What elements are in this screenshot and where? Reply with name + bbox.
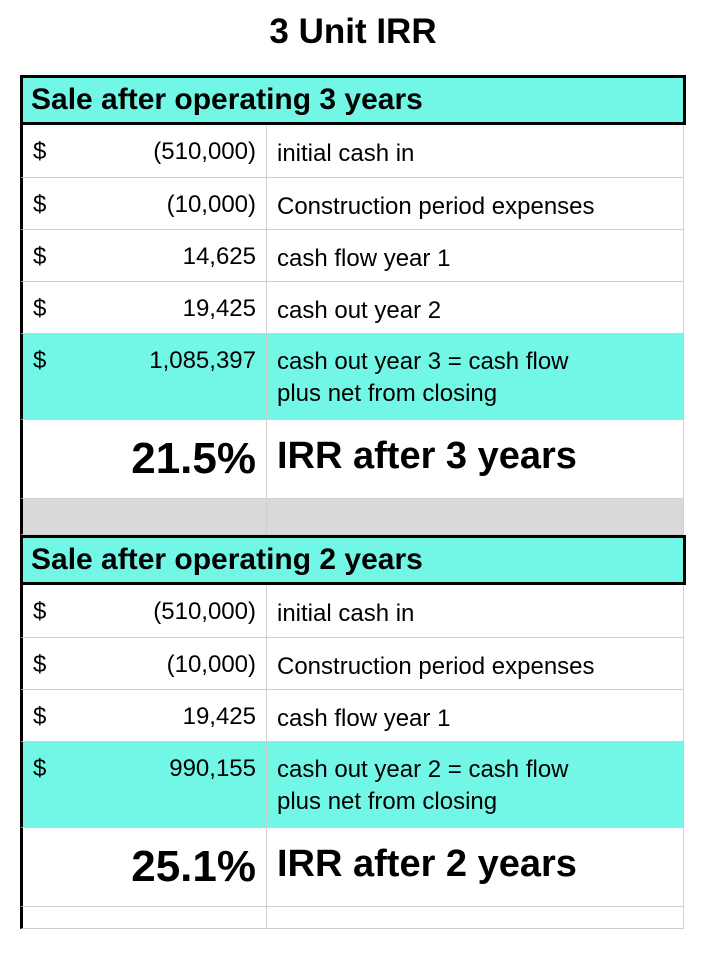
irr-value-cell[interactable] (23, 828, 267, 906)
irr-spreadsheet (20, 75, 684, 929)
description-text (277, 334, 683, 410)
empty-cell[interactable] (267, 499, 683, 534)
section-header-2-years: Sale after operating 2 years (20, 535, 686, 585)
description-line-1: cash out year 3 = cash flow (277, 348, 569, 375)
currency-symbol: $ (33, 703, 47, 730)
table-row-highlighted (20, 742, 684, 828)
section-header-3-years: Sale after operating 3 years (20, 75, 686, 125)
description-cell[interactable] (267, 178, 683, 229)
table-row (20, 585, 684, 638)
page-title: 3 Unit IRR (269, 12, 437, 51)
description-text: cash flow year 1 (277, 705, 451, 732)
description-cell[interactable] (267, 230, 683, 281)
irr-label: IRR after 2 years (277, 843, 577, 885)
amount-value: 1,085,397 (149, 347, 256, 374)
separator-row (20, 499, 684, 535)
amount-cell[interactable] (23, 230, 267, 281)
empty-cell[interactable] (267, 907, 683, 928)
irr-label-cell[interactable] (267, 420, 683, 498)
empty-cell[interactable] (23, 499, 267, 534)
amount-value: 14,625 (182, 243, 256, 270)
irr-result-row (20, 420, 684, 499)
table-row (20, 178, 684, 230)
description-text: initial cash in (277, 600, 415, 627)
table-row (20, 638, 684, 690)
description-line-1: cash out year 2 = cash flow (277, 756, 569, 783)
amount-value: (510,000) (153, 138, 256, 165)
currency-symbol: $ (33, 347, 47, 374)
description-line-2: plus net from closing (277, 788, 498, 815)
description-cell[interactable] (267, 742, 683, 827)
irr-value: 21.5% (131, 434, 256, 483)
description-cell[interactable] (267, 125, 683, 177)
amount-value: 19,425 (182, 295, 256, 322)
table-row (20, 230, 684, 282)
description-line-2: plus net from closing (277, 380, 498, 407)
amount-cell[interactable] (23, 690, 267, 741)
currency-symbol: $ (33, 243, 47, 270)
description-cell[interactable] (267, 282, 683, 333)
irr-label-cell[interactable] (267, 828, 683, 906)
amount-cell[interactable] (23, 125, 267, 177)
empty-row (20, 907, 684, 929)
table-row (20, 125, 684, 178)
irr-result-row (20, 828, 684, 907)
description-text: Construction period expenses (277, 653, 595, 680)
empty-cell[interactable] (23, 907, 267, 928)
description-cell[interactable] (267, 690, 683, 741)
currency-symbol: $ (33, 191, 47, 218)
amount-cell[interactable] (23, 282, 267, 333)
table-row (20, 690, 684, 742)
currency-symbol: $ (33, 755, 47, 782)
amount-cell[interactable] (23, 585, 267, 637)
currency-symbol: $ (33, 295, 47, 322)
description-text (277, 742, 683, 818)
currency-symbol: $ (33, 651, 47, 678)
amount-cell[interactable] (23, 178, 267, 229)
description-text: cash out year 2 (277, 297, 442, 324)
currency-symbol: $ (33, 138, 47, 165)
description-cell[interactable] (267, 638, 683, 689)
irr-value: 25.1% (131, 842, 256, 891)
amount-value: (10,000) (166, 651, 256, 678)
amount-value: 990,155 (169, 755, 256, 782)
amount-cell[interactable] (23, 334, 267, 419)
description-cell[interactable] (267, 585, 683, 637)
amount-value: (10,000) (166, 191, 256, 218)
amount-cell[interactable] (23, 638, 267, 689)
description-text: Construction period expenses (277, 193, 595, 220)
description-cell[interactable] (267, 334, 683, 419)
currency-symbol: $ (33, 598, 47, 625)
table-row-highlighted (20, 334, 684, 420)
description-text: initial cash in (277, 140, 415, 167)
amount-value: (510,000) (153, 598, 256, 625)
irr-label: IRR after 3 years (277, 435, 577, 477)
amount-cell[interactable] (23, 742, 267, 827)
amount-value: 19,425 (182, 703, 256, 730)
description-text: cash flow year 1 (277, 245, 451, 272)
table-row (20, 282, 684, 334)
irr-value-cell[interactable] (23, 420, 267, 498)
